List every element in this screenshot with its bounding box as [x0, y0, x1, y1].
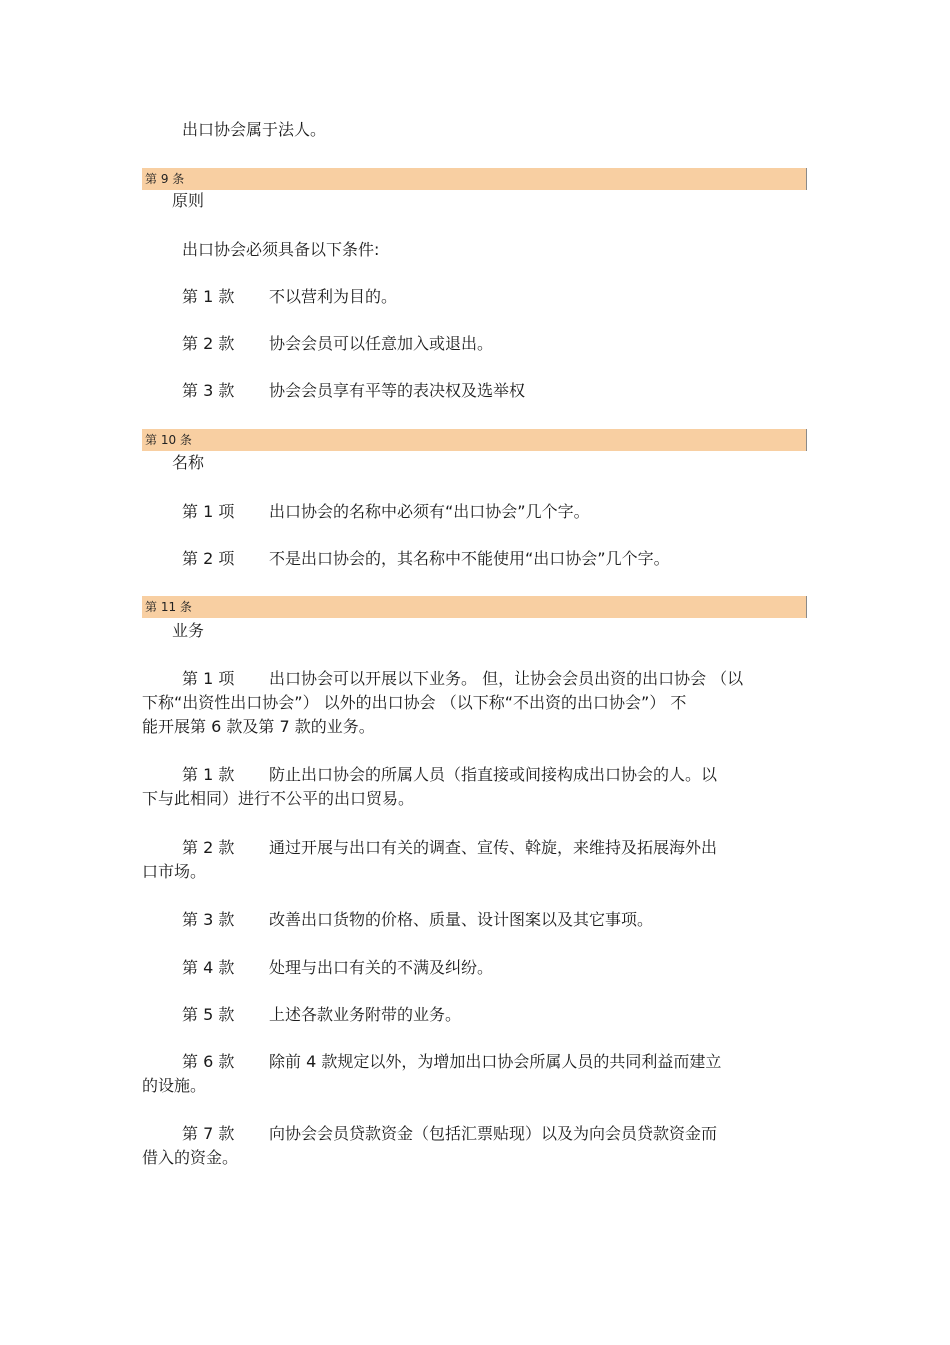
- item-label: 第 3 款: [182, 910, 235, 929]
- article-11-item-1-line-1: [182, 668, 743, 690]
- article-11-item-1-line-3: 能开展第 6 款及第 7 款的业务。: [142, 717, 375, 736]
- item-label: 第 1 项: [182, 669, 235, 688]
- clause-2-line-1: [182, 837, 717, 859]
- item-label: 第 2 款: [182, 334, 235, 353]
- article-9-title: 原则: [172, 191, 205, 210]
- item-text: 协会会员可以任意加入或退出。: [269, 334, 494, 353]
- article-10-item-1: [182, 501, 590, 523]
- item-label: 第 1 款: [182, 287, 235, 306]
- clause-5: [182, 1004, 461, 1026]
- item-label: 第 6 款: [182, 1052, 235, 1071]
- item-label: 第 7 款: [182, 1124, 235, 1143]
- clause-1-line-1: [182, 764, 717, 786]
- item-text: 改善出口货物的价格、质量、设计图案以及其它事项。: [269, 910, 654, 929]
- item-text: 协会会员享有平等的表决权及选举权: [269, 381, 526, 400]
- article-10-label: 第 10 条: [145, 433, 192, 447]
- clause-6-line-2: 的设施。: [142, 1076, 207, 1095]
- article-9-bar: [142, 168, 807, 190]
- intro-text: 出口协会属于法人。: [182, 120, 327, 139]
- item-label: 第 1 项: [182, 502, 235, 521]
- clause-2-line-2: 口市场。: [142, 862, 207, 881]
- item-text: 出口协会的名称中必须有“出口协会”几个字。: [269, 502, 590, 521]
- item-label: 第 5 款: [182, 1005, 235, 1024]
- item-text: 不以营利为目的。: [269, 287, 398, 306]
- clause-1-line-2: 下与此相同）进行不公平的出口贸易。: [142, 789, 415, 808]
- item-text: 除前 4 款规定以外，为增加出口协会所属人员的共同利益而建立: [269, 1052, 722, 1071]
- article-9-item-1: [182, 286, 397, 308]
- article-10-bar: [142, 429, 807, 451]
- item-text: 不是出口协会的，其名称中不能使用“出口协会”几个字。: [269, 549, 670, 568]
- article-11-item-1-line-2: 下称“出资性出口协会”） 以外的出口协会 （以下称“不出资的出口协会”） 不: [142, 693, 687, 712]
- item-text: 向协会会员贷款资金（包括汇票贴现）以及为向会员贷款资金而: [269, 1124, 718, 1143]
- item-text: 防止出口协会的所属人员（指直接或间接构成出口协会的人。以: [269, 765, 718, 784]
- clause-4: [182, 957, 493, 979]
- clause-6-line-1: [182, 1051, 721, 1073]
- item-label: 第 3 款: [182, 381, 235, 400]
- item-text: 通过开展与出口有关的调查、宣传、斡旋，来维持及拓展海外出: [269, 838, 718, 857]
- item-text: 处理与出口有关的不满及纠纷。: [269, 958, 494, 977]
- item-label: 第 4 款: [182, 958, 235, 977]
- article-11-title: 业务: [172, 621, 205, 640]
- article-10-title: 名称: [172, 453, 205, 472]
- article-10-item-2: [182, 548, 670, 570]
- clause-3: [182, 909, 653, 931]
- clause-7-line-1: [182, 1123, 717, 1145]
- article-9-label: 第 9 条: [145, 172, 185, 186]
- item-text: 出口协会可以开展以下业务。 但，让协会会员出资的出口协会 （以: [269, 669, 744, 688]
- item-label: 第 2 项: [182, 549, 235, 568]
- article-11-label: 第 11 条: [145, 600, 192, 614]
- article-11-bar: [142, 596, 807, 618]
- article-9-item-2: [182, 333, 493, 355]
- article-9-item-3: [182, 380, 525, 402]
- clause-7-line-2: 借入的资金。: [142, 1148, 239, 1167]
- article-9-lead: 出口协会必须具备以下条件:: [182, 240, 380, 259]
- item-label: 第 2 款: [182, 838, 235, 857]
- item-label: 第 1 款: [182, 765, 235, 784]
- item-text: 上述各款业务附带的业务。: [269, 1005, 462, 1024]
